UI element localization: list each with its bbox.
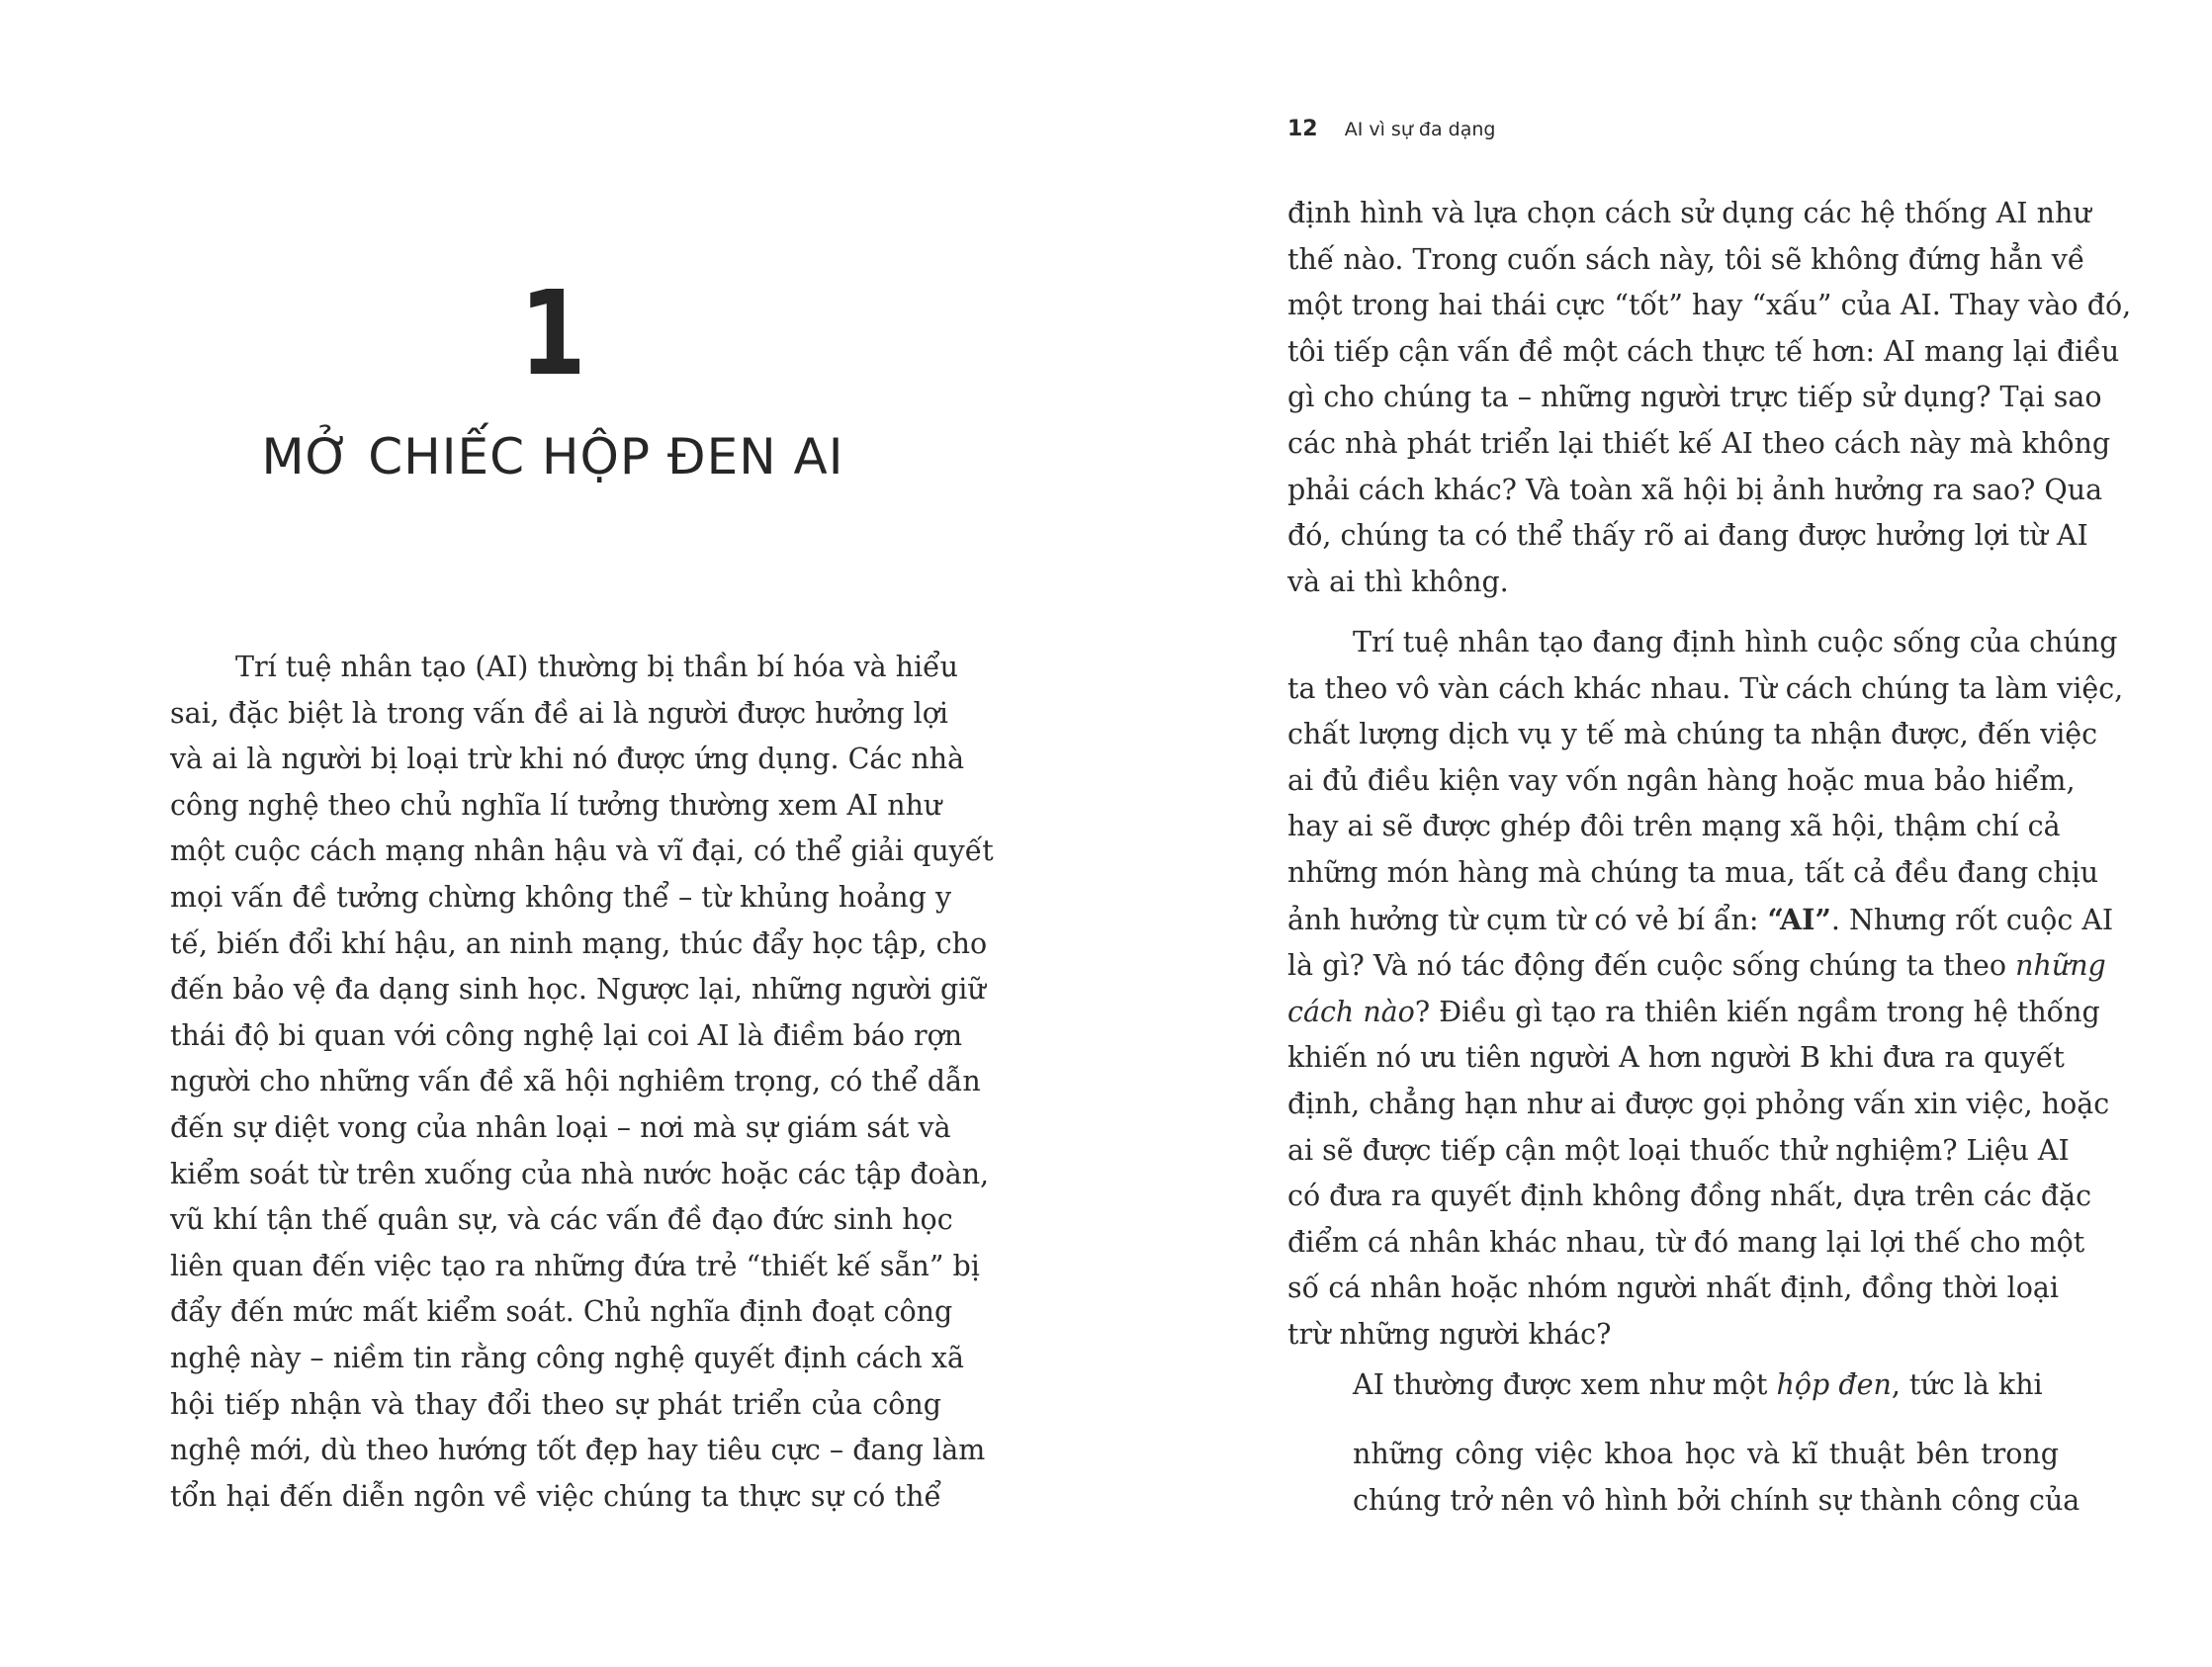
text-line — [1287, 897, 2114, 944]
text-line: hội tiếp nhận và thay đổi theo sự phát triển của công — [170, 1387, 941, 1421]
text-run: , tức là khi — [1891, 1368, 2043, 1401]
right-paragraph-2 — [1287, 620, 2124, 1359]
text-line: người cho những vấn đề xã hội nghiêm trọng, có thể dẫn — [170, 1065, 981, 1098]
text-line: và ai thì không. — [1287, 565, 1509, 598]
text-line: công nghệ theo chủ nghĩa lí tưởng thường xem AI như — [170, 788, 942, 822]
text-run: ảnh hưởng từ cụm từ có vẻ bí ẩn: — [1287, 903, 1768, 936]
text-line: định, chẳng hạn như ai được gọi phỏng vấn xin việc, hoặc — [1287, 1087, 2110, 1120]
text-line: thế nào. Trong cuốn sách này, tôi sẽ không đứng hẳn về — [1287, 242, 2085, 276]
text-run: AI thường được xem như một — [1353, 1368, 1777, 1401]
text-line: gì cho chúng ta – những người trực tiếp sử dụng? Tại sao — [1287, 381, 2102, 414]
text-line: một cuộc cách mạng nhân hậu và vĩ đại, có thể giải quyết — [170, 834, 994, 868]
chapter-title: MỞ CHIẾC HỘP ĐEN AI — [261, 428, 844, 485]
chapter-number: 1 — [519, 265, 586, 401]
page-number: 12 — [1287, 117, 1318, 141]
text-line: những công việc khoa học và kĩ thuật bên trong — [1353, 1438, 2059, 1470]
text-line: những món hàng mà chúng ta mua, tất cả đều đang chịu — [1287, 855, 2099, 889]
italic-term: cách nào — [1287, 995, 1415, 1028]
text-line: nghệ này – niềm tin rằng công nghệ quyết định cách xã — [170, 1341, 964, 1374]
left-paragraph — [170, 645, 994, 1520]
text-line: phải cách khác? Và toàn xã hội bị ảnh hưởng ra sao? Qua — [1287, 473, 2103, 506]
text-line: tổn hại đến diễn ngôn về việc chúng ta thực sự có thể — [170, 1479, 941, 1513]
text-line: số cá nhân hoặc nhóm người nhất định, đồng thời loại — [1287, 1272, 2059, 1305]
text-line: trừ những người khác? — [1287, 1317, 1612, 1351]
text-line: ta theo vô vàn cách khác nhau. Từ cách chúng ta làm việc, — [1287, 671, 2124, 705]
text-line: một trong hai thái cực “tốt” hay “xấu” của AI. Thay vào đó, — [1287, 289, 2132, 322]
bold-term: “AI” — [1767, 902, 1831, 936]
text-line: và ai là người bị loại trừ khi nó được ứng dụng. Các nhà — [170, 743, 965, 776]
text-line — [1287, 1362, 2059, 1409]
running-head — [1287, 117, 1495, 141]
running-title: AI vì sự đa dạng — [1344, 119, 1496, 140]
text-line: Trí tuệ nhân tạo đang định hình cuộc sống của chúng — [1353, 626, 2118, 658]
text-line: tôi tiếp cận vấn đề một cách thực tế hơn: AI mang lại điều — [1287, 334, 2120, 368]
text-line: đẩy đến mức mất kiểm soát. Chủ nghĩa định đoạt công — [170, 1295, 953, 1329]
text-line: mọi vấn đề tưởng chừng không thể – từ khủng hoảng y — [170, 880, 952, 914]
text-line: định hình và lựa chọn cách sử dụng các hệ thống AI như — [1287, 197, 2091, 229]
text-line: vũ khí tận thế quân sự, và các vấn đề đạo đức sinh học — [170, 1203, 953, 1237]
text-line: kiểm soát từ trên xuống của nhà nước hoặc các tập đoàn, — [170, 1157, 990, 1190]
text-line: chúng trở nên vô hình bởi chính sự thành công của — [1353, 1483, 2080, 1517]
text-line: thái độ bi quan với công nghệ lại coi AI là điềm báo rợn — [170, 1018, 963, 1052]
text-line: nghệ mới, dù theo hướng tốt đẹp hay tiêu cực – đang làm — [170, 1434, 986, 1467]
text-line: tế, biến đổi khí hậu, an ninh mạng, thúc đẩy học tập, cho — [170, 926, 988, 960]
italic-term: những — [2015, 949, 2106, 983]
right-paragraph-1 — [1287, 191, 2132, 605]
italic-term: hộp đen — [1776, 1368, 1892, 1401]
text-line: chất lượng dịch vụ y tế mà chúng ta nhận được, đến việc — [1287, 718, 2098, 751]
text-line: khiến nó ưu tiên người A hơn người B khi đưa ra quyết — [1287, 1041, 2065, 1075]
text-line: Trí tuệ nhân tạo (AI) thường bị thần bí hóa và hiểu — [235, 651, 959, 683]
text-line: ai sẽ được tiếp cận một loại thuốc thử nghiệm? Liệu AI — [1287, 1133, 2070, 1167]
text-line — [1287, 943, 2106, 990]
text-line: ai đủ điều kiện vay vốn ngân hàng hoặc mua bảo hiểm, — [1287, 763, 2076, 797]
text-line — [1287, 990, 2100, 1036]
text-line: đó, chúng ta có thể thấy rõ ai đang được hưởng lợi từ AI — [1287, 519, 2088, 553]
text-line: đến bảo vệ đa dạng sinh học. Ngược lại, những người giữ — [170, 973, 986, 1007]
text-line: có đưa ra quyết định không đồng nhất, dựa trên các đặc — [1287, 1180, 2092, 1213]
text-line: các nhà phát triển lại thiết kế AI theo cách này mà không — [1287, 426, 2111, 460]
text-line: điểm cá nhân khác nhau, từ đó mang lại lợi thế cho một — [1287, 1225, 2085, 1259]
text-run: . Nhưng rốt cuộc AI — [1830, 903, 2114, 936]
text-line: sai, đặc biệt là trong vấn đề ai là người được hưởng lợi — [170, 696, 949, 730]
text-run: ? Điều gì tạo ra thiên kiến ngầm trong hệ thống — [1414, 995, 2100, 1028]
text-line: hay ai sẽ được ghép đôi trên mạng xã hội, thậm chí cả — [1287, 810, 2061, 843]
text-run: là gì? Và nó tác động đến cuộc sống chúng ta theo — [1287, 949, 2016, 983]
right-paragraph-3 — [1287, 1362, 2059, 1409]
text-line: đến sự diệt vong của nhân loại – nơi mà sự giám sát và — [170, 1110, 951, 1144]
block-quote — [1353, 1432, 2080, 1524]
text-line: liên quan đến việc tạo ra những đứa trẻ “thiết kế sẵn” bị — [170, 1249, 980, 1282]
